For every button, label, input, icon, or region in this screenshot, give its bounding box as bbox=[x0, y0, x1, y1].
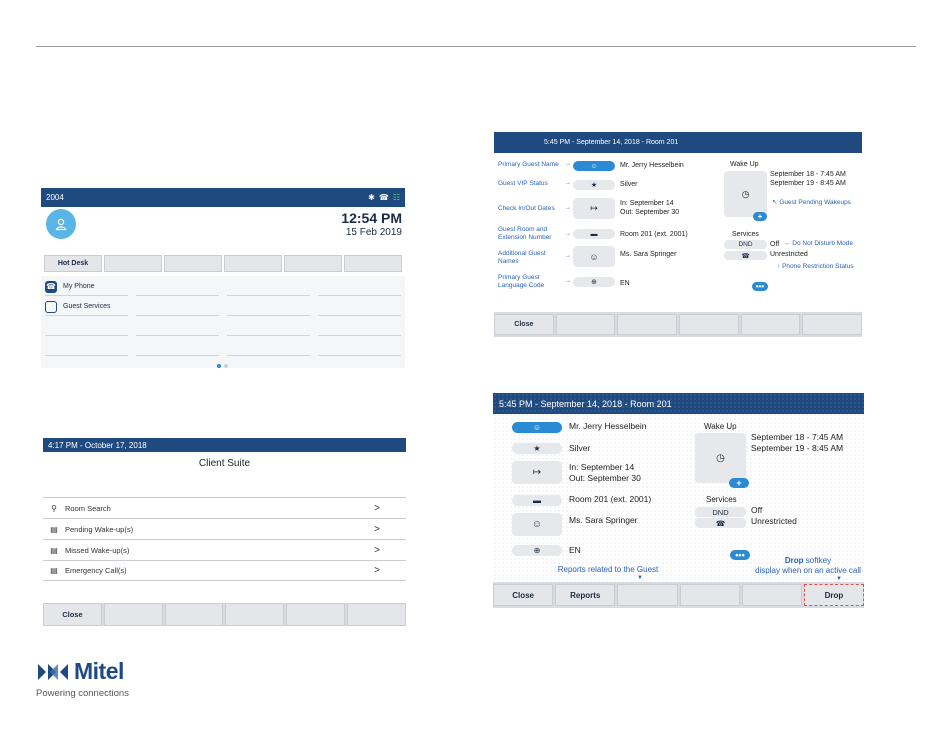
status-bar: 5:45 PM - September 14, 2018 - Room 201 bbox=[493, 393, 864, 414]
mitel-logo-icon bbox=[36, 661, 70, 683]
line-key-empty[interactable] bbox=[318, 298, 401, 316]
clock-icon: ◷ bbox=[716, 452, 725, 464]
checkin-button[interactable] bbox=[512, 461, 562, 484]
additional-guests-button[interactable] bbox=[573, 246, 615, 267]
restriction-value: Unrestricted bbox=[751, 516, 797, 526]
line-key-empty[interactable] bbox=[45, 318, 128, 336]
door-icon: ↦ bbox=[532, 467, 542, 478]
reports-button[interactable]: Reports bbox=[555, 584, 615, 606]
arrow-icon: → bbox=[565, 180, 571, 186]
arrow-down-icon: ▼ bbox=[836, 576, 842, 582]
guest-details-annotated bbox=[494, 132, 862, 337]
wake-up-item: September 19 - 8:45 AM bbox=[751, 443, 844, 453]
room-value: Room 201 (ext. 2001) bbox=[569, 494, 652, 504]
phone-restriction-button[interactable] bbox=[695, 518, 746, 528]
network-icon: ☷ bbox=[392, 193, 400, 202]
avatar[interactable] bbox=[46, 209, 76, 239]
softkey-2[interactable] bbox=[104, 603, 163, 626]
line-key-grid bbox=[41, 276, 405, 368]
dnd-note: ← Do Not Disturb Mode bbox=[784, 240, 853, 247]
bed-icon: ▬ bbox=[590, 230, 598, 238]
line-key-empty[interactable] bbox=[318, 278, 401, 296]
line-key-empty[interactable] bbox=[318, 338, 401, 356]
drop-note-bold: Drop bbox=[784, 556, 804, 565]
wake-up-title: Wake Up bbox=[704, 422, 737, 431]
menu-item-room-search[interactable] bbox=[43, 497, 406, 518]
logo-mark bbox=[36, 658, 129, 685]
arrow-icon: → bbox=[565, 278, 571, 284]
arrow-down-icon: ▼ bbox=[637, 575, 643, 581]
arrow-icon: → bbox=[565, 253, 571, 259]
line-key-empty[interactable] bbox=[227, 298, 310, 316]
guest-name-value: Mr. Jerry Hesselbein bbox=[620, 162, 684, 169]
arrow-icon: → bbox=[565, 161, 571, 167]
client-suite-screen bbox=[43, 438, 406, 626]
menu-item-missed-wakeups[interactable] bbox=[43, 539, 406, 560]
bluetooth-icon: ✱ bbox=[368, 193, 375, 202]
softkey-4[interactable] bbox=[224, 255, 282, 272]
room-value: Room 201 (ext. 2001) bbox=[620, 231, 688, 238]
door-icon: ↦ bbox=[590, 203, 598, 213]
softkey-hot-desk[interactable]: Hot Desk bbox=[44, 255, 102, 272]
brand-logo bbox=[36, 658, 129, 699]
checkin-value bbox=[620, 199, 679, 217]
users-icon: ☺ bbox=[531, 519, 543, 530]
wake-up-list bbox=[751, 432, 843, 454]
user-icon: ☺ bbox=[590, 162, 598, 170]
phone-home-screen bbox=[41, 188, 405, 374]
checkin-value bbox=[569, 462, 641, 484]
line-key-icon bbox=[45, 301, 57, 313]
add-wake-up-button[interactable]: + bbox=[729, 478, 749, 488]
menu-item-label: Room Search bbox=[65, 503, 111, 513]
vip-value: Silver bbox=[620, 181, 638, 188]
language-button[interactable] bbox=[512, 545, 562, 556]
handset-icon: ☎ bbox=[741, 252, 750, 260]
guest-name-button[interactable] bbox=[573, 161, 615, 171]
list-icon: ▤ bbox=[50, 545, 58, 555]
softkey-6[interactable] bbox=[347, 603, 406, 626]
line-key-empty[interactable] bbox=[136, 278, 219, 296]
menu-item-label: Pending Wake-up(s) bbox=[65, 524, 134, 534]
guest-name-value: Mr. Jerry Hesselbein bbox=[569, 421, 647, 431]
language-value: EN bbox=[569, 545, 581, 555]
wake-up-item: September 19 - 8:45 AM bbox=[770, 180, 846, 187]
menu-item-emergency-calls[interactable] bbox=[43, 560, 406, 581]
line-key-guest-services[interactable] bbox=[45, 298, 128, 316]
softkey-row bbox=[493, 582, 864, 608]
line-key-empty[interactable] bbox=[227, 318, 310, 336]
chevron-right-icon: > bbox=[374, 523, 380, 535]
vip-button[interactable] bbox=[573, 180, 615, 190]
chevron-right-icon: > bbox=[374, 502, 380, 514]
brand-tagline: Powering connections bbox=[36, 688, 129, 699]
add-wake-up-button[interactable]: + bbox=[753, 212, 767, 221]
label-vip: Guest VIP Status bbox=[498, 180, 548, 187]
dnd-value: Off bbox=[751, 505, 763, 515]
drop-note-line2: display when on an active call bbox=[755, 566, 861, 575]
softkey-6[interactable] bbox=[802, 314, 862, 335]
extension-number: 2004 bbox=[46, 193, 64, 202]
users-icon: ☺ bbox=[589, 251, 599, 262]
softkey-4[interactable] bbox=[679, 314, 739, 335]
services-title: Services bbox=[732, 231, 759, 238]
line-key-empty[interactable] bbox=[136, 338, 219, 356]
restriction-note-text: Phone Restriction Status bbox=[782, 263, 854, 270]
page-title: Client Suite bbox=[198, 458, 251, 469]
phone-icon: ☎ bbox=[46, 282, 56, 291]
chevron-right-icon: > bbox=[374, 544, 380, 556]
softkey-5[interactable] bbox=[286, 603, 345, 626]
label-checkin: Check In/Out Dates bbox=[498, 205, 555, 212]
brand-name: Mitel bbox=[74, 658, 124, 684]
label-additional: Additional Guest Names bbox=[498, 250, 546, 265]
softkey-5[interactable] bbox=[284, 255, 342, 272]
status-bar: 4:17 PM - October 17, 2018 bbox=[43, 438, 406, 452]
softkey-3[interactable] bbox=[617, 314, 677, 335]
label-language: Primary Guest Language Code bbox=[498, 274, 545, 289]
room-button[interactable] bbox=[573, 229, 615, 239]
dnd-button[interactable]: DND bbox=[695, 507, 746, 517]
user-icon: ☺ bbox=[532, 423, 542, 432]
checkin-out: Out: September 30 bbox=[620, 209, 680, 216]
line-key-empty[interactable] bbox=[45, 338, 128, 356]
softkey-3[interactable] bbox=[165, 603, 224, 626]
globe-icon: ⊕ bbox=[591, 279, 597, 286]
line-key-label: My Phone bbox=[63, 283, 95, 290]
softkey-row bbox=[44, 255, 402, 272]
menu-item-label: Emergency Call(s) bbox=[65, 566, 127, 575]
dnd-button[interactable]: DND bbox=[724, 240, 767, 249]
close-button[interactable]: Close bbox=[43, 603, 102, 626]
page-dot-active[interactable] bbox=[217, 364, 221, 368]
restriction-value: Unrestricted bbox=[770, 251, 808, 258]
softkey-4[interactable] bbox=[225, 603, 284, 626]
line-key-my-phone[interactable] bbox=[45, 278, 128, 296]
line-key-empty[interactable] bbox=[227, 338, 310, 356]
services-title: Services bbox=[706, 495, 737, 504]
pending-wakeups-note-text: Guest Pending Wakeups bbox=[779, 199, 851, 206]
checkin-out: Out: September 30 bbox=[569, 473, 641, 483]
search-icon: ⚲ bbox=[51, 503, 57, 513]
softkey-row bbox=[494, 312, 862, 337]
softkey-5[interactable] bbox=[742, 584, 802, 606]
header-rule bbox=[36, 46, 916, 47]
drop-button[interactable]: Drop bbox=[804, 584, 864, 606]
additional-value: Ms. Sara Springer bbox=[620, 251, 677, 258]
missed-call-icon: ☎ bbox=[378, 193, 389, 202]
more-button[interactable]: ••• bbox=[730, 550, 750, 560]
wake-up-button[interactable] bbox=[695, 433, 746, 483]
menu-item-label: Missed Wake-up(s) bbox=[65, 545, 130, 555]
wake-up-button[interactable] bbox=[724, 171, 767, 217]
dnd-value: Off bbox=[770, 241, 780, 248]
checkin-in: In: September 14 bbox=[620, 200, 674, 207]
status-bar bbox=[41, 188, 405, 207]
wake-up-item: September 18 - 7:45 AM bbox=[770, 171, 846, 178]
language-button[interactable] bbox=[573, 277, 615, 287]
list-icon: ▤ bbox=[50, 566, 58, 575]
star-icon: ★ bbox=[590, 182, 598, 189]
bed-icon: ▬ bbox=[533, 496, 541, 505]
clock-icon: ◷ bbox=[741, 188, 750, 199]
more-button[interactable]: ••• bbox=[752, 282, 768, 291]
softkey-5[interactable] bbox=[741, 314, 801, 335]
softkey-3[interactable] bbox=[617, 584, 677, 606]
line-key-empty[interactable] bbox=[227, 278, 310, 296]
close-button[interactable]: Close bbox=[493, 584, 553, 606]
wake-up-list bbox=[770, 170, 846, 188]
wake-up-item: September 18 - 7:45 AM bbox=[751, 432, 844, 442]
menu-item-pending-wakeups[interactable] bbox=[43, 518, 406, 539]
list-icon: ▤ bbox=[50, 524, 58, 534]
drop-note-line1 bbox=[748, 556, 868, 566]
label-primary-guest: Primary Guest Name bbox=[498, 161, 559, 168]
line-key-empty[interactable] bbox=[136, 298, 219, 316]
additional-guests-button[interactable] bbox=[512, 513, 562, 536]
drop-note-rest: softkey bbox=[803, 556, 832, 565]
arrow-icon: ↖ bbox=[772, 199, 778, 206]
wake-up-title: Wake Up bbox=[730, 161, 759, 168]
arrow-icon: → bbox=[565, 231, 571, 237]
arrow-up-icon: ↑ bbox=[777, 263, 781, 270]
drop-note bbox=[748, 556, 868, 582]
restriction-note bbox=[777, 263, 854, 270]
label-room: Guest Room and Extension Number bbox=[498, 226, 552, 241]
guest-details-active-call bbox=[493, 393, 864, 608]
checkin-in: In: September 14 bbox=[569, 462, 635, 472]
clock-date: 15 Feb 2019 bbox=[345, 227, 402, 238]
guest-name-button[interactable] bbox=[512, 422, 562, 433]
chevron-right-icon: > bbox=[374, 565, 380, 576]
vip-value: Silver bbox=[569, 443, 591, 453]
handset-icon: ☎ bbox=[715, 518, 726, 528]
room-button[interactable] bbox=[512, 495, 562, 506]
line-key-empty[interactable] bbox=[318, 318, 401, 336]
star-icon: ★ bbox=[533, 444, 541, 453]
softkey-2[interactable] bbox=[104, 255, 162, 272]
softkey-row bbox=[43, 603, 406, 626]
arrow-icon: → bbox=[565, 205, 571, 211]
globe-icon: ⊕ bbox=[533, 546, 541, 555]
softkey-4[interactable] bbox=[680, 584, 740, 606]
reports-note-text: Reports related to the Guest bbox=[557, 565, 659, 574]
softkey-3[interactable] bbox=[164, 255, 222, 272]
phone-restriction-button[interactable] bbox=[724, 251, 767, 260]
language-value: EN bbox=[620, 280, 630, 287]
line-key-label: Guest Services bbox=[63, 303, 111, 310]
page-indicator bbox=[217, 364, 228, 368]
page-dot[interactable] bbox=[224, 364, 228, 368]
reports-note bbox=[523, 565, 693, 581]
line-key-empty[interactable] bbox=[136, 318, 219, 336]
checkin-button[interactable] bbox=[573, 198, 615, 219]
status-bar: 5:45 PM - September 14, 2018 - Room 201 bbox=[494, 132, 862, 153]
user-icon bbox=[54, 217, 68, 231]
pending-wakeups-note bbox=[772, 198, 851, 206]
close-button[interactable]: Close bbox=[494, 314, 554, 335]
softkey-2[interactable] bbox=[556, 314, 616, 335]
vip-button[interactable] bbox=[512, 443, 562, 454]
clock-time: 12:54 PM bbox=[341, 210, 402, 226]
softkey-6[interactable] bbox=[344, 255, 402, 272]
additional-value: Ms. Sara Springer bbox=[569, 515, 638, 525]
